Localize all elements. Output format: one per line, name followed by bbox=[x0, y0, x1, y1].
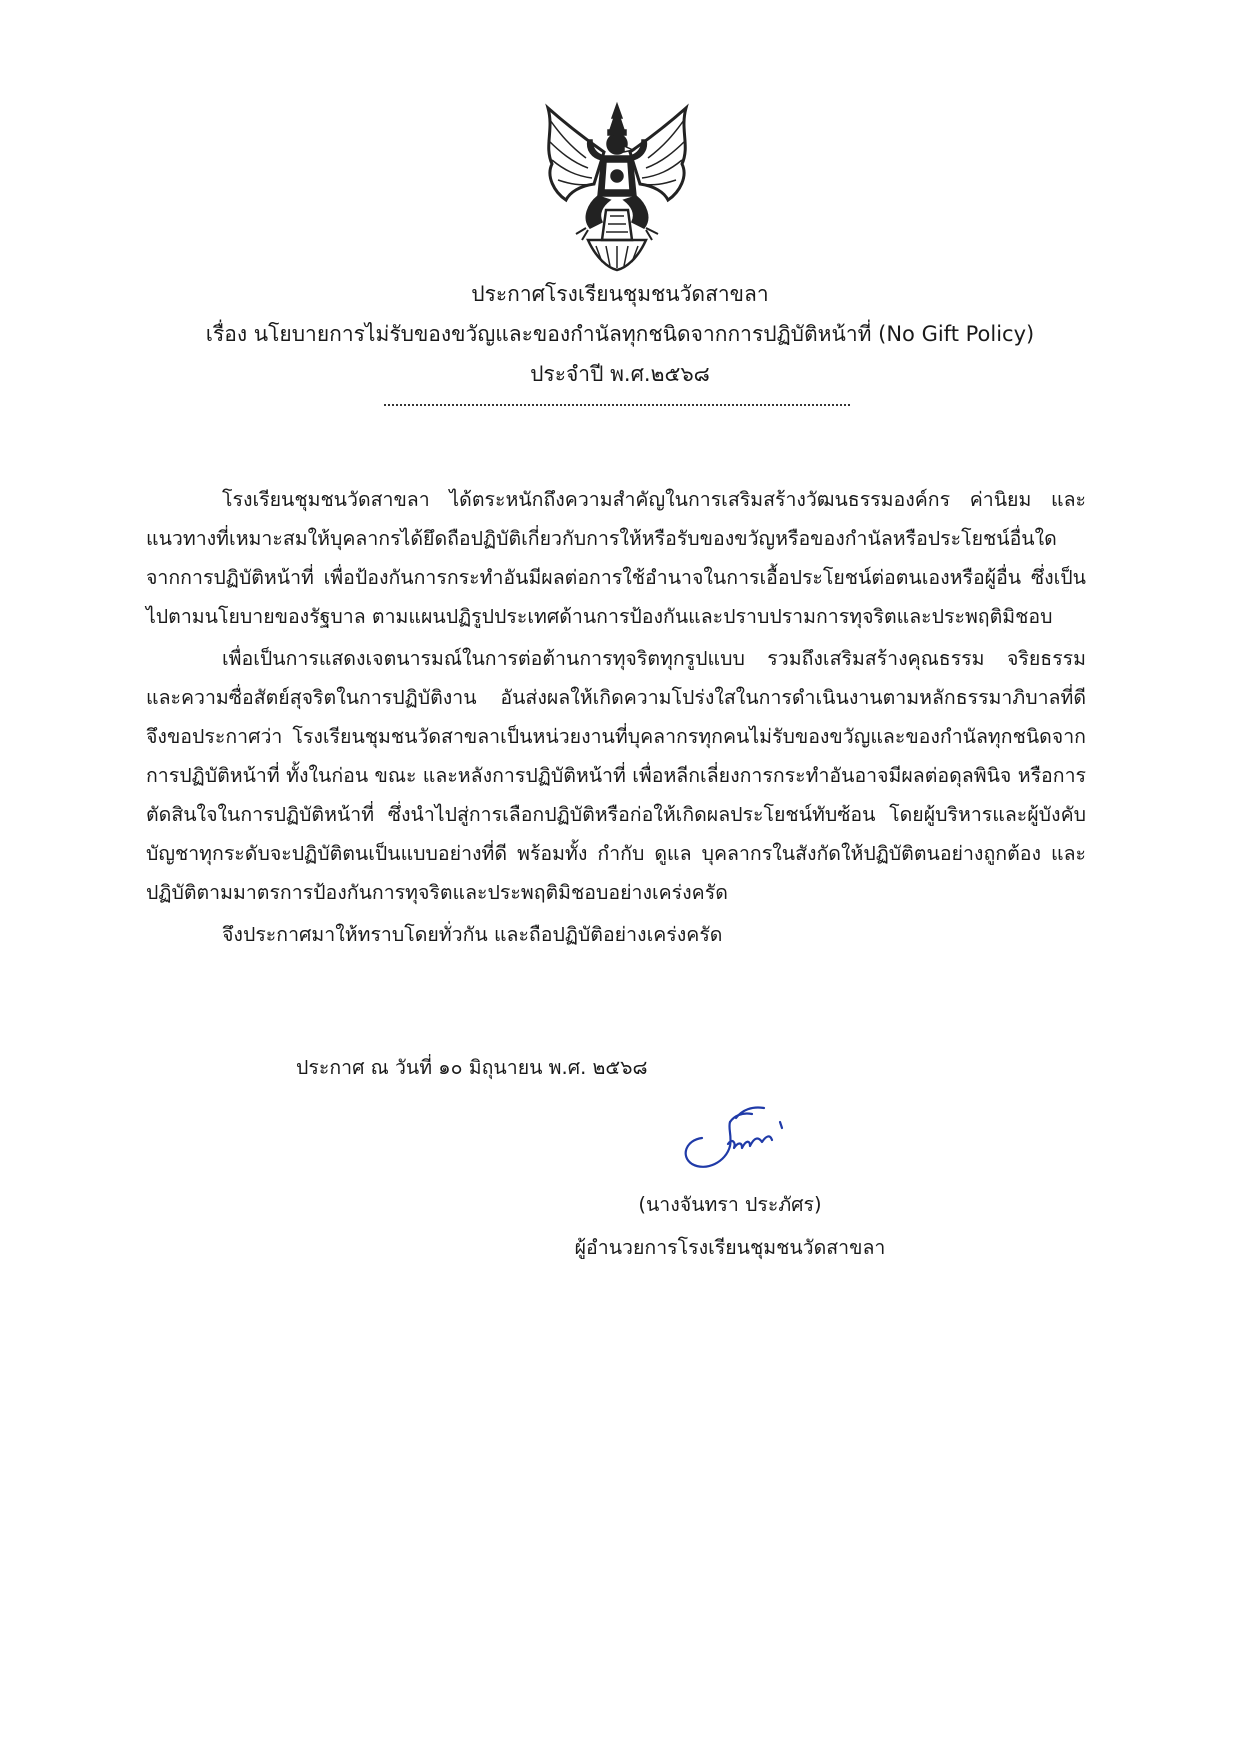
signer-title: ผู้อำนวยการโรงเรียนชุมชนวัดสาขลา bbox=[574, 1236, 886, 1259]
body-paragraph-3: จึงประกาศมาให้ทราบโดยทั่วกัน และถือปฏิบัติอย่างเคร่งครัด bbox=[222, 923, 723, 946]
announcement-body bbox=[146, 480, 1086, 954]
announcement-title: ประกาศโรงเรียนชุมชนวัดสาขลา bbox=[471, 282, 769, 306]
body-paragraph-2: เพื่อเป็นการแสดงเจตนารมณ์ในการต่อต้านการทุจริตทุกรูปแบบ รวมถึงเสริมสร้างคุณธรรม จริยธรรม และความซื่อสัตย์สุจริตในการปฏิบัติงาน อันส่งผลให้เกิดความโปร่งใสในการดำเนินงานตามหลักธรรมาภิบาลที่ดีจึงขอประกาศว่า โรงเรียนชุมชนวัดสาขลาเป็นหน่วยงานที่บุคลากรทุกคนไม่รับของขวัญและของกำนัลทุกชนิดจากการปฏิบัติหน้าที่ ทั้งในก่อน ขณะ และหลังการปฏิบัติหน้าที่ เพื่อหลีกเลี่ยงการกระทำอันอาจมีผลต่อดุลพินิจ หรือการตัดสินใจในการปฏิบัติหน้าที่ ซึ่งนำไปสู่การเลือกปฏิบัติหรือก่อให้เกิดผลประโยชน์ทับซ้อน โดยผู้บริหารและผู้บังคับบัญชาทุกระดับจะปฏิบัติตนเป็นแบบอย่างที่ดี พร้อมทั้ง กำกับ ดูแล บุคลากรในสังกัดให้ปฏิบัติตนอย่างถูกต้อง และปฏิบัติตามมาตรการป้องกันการทุจริตและประพฤติมิชอบอย่างเคร่งครัด bbox=[146, 647, 1086, 904]
announcement-year: ประจำปี พ.ศ.๒๕๖๘ bbox=[530, 362, 710, 386]
announcement-subject: เรื่อง นโยบายการไม่รับของขวัญและของกำนัลทุกชนิดจากการปฏิบัติหน้าที่ (No Gift Policy) bbox=[205, 322, 1035, 346]
body-paragraph-1: โรงเรียนชุมชนวัดสาขลา ได้ตระหนักถึงความสำคัญในการเสริมสร้างวัฒนธรรมองค์กร ค่านิยม และแนวทางที่เหมาะสมให้บุคลากรได้ยึดถือปฏิบัติเกี่ยวกับการให้หรือรับของขวัญหรือของกำนัลหรือประโยชน์อื่นใดจากการปฏิบัติหน้าที่ เพื่อป้องกันการกระทำอันมีผลต่อการใช้อำนาจในการเอื้อประโยชน์ต่อตนเองหรือผู้อื่น ซึ่งเป็นไปตามนโยบายของรัฐบาล ตามแผนปฏิรูปประเทศด้านการป้องกันและปราบปรามการทุจริตและประพฤติมิชอบ bbox=[146, 488, 1086, 628]
garuda-emblem-icon bbox=[536, 100, 698, 272]
dotted-divider bbox=[384, 404, 850, 406]
announcement-date: ประกาศ ณ วันที่ ๑๐ มิถุนายน พ.ศ. ๒๕๖๘ bbox=[296, 1056, 648, 1079]
signer-name: (นางจันทรา ประภัศร) bbox=[638, 1193, 822, 1216]
handwritten-signature bbox=[672, 1098, 812, 1178]
